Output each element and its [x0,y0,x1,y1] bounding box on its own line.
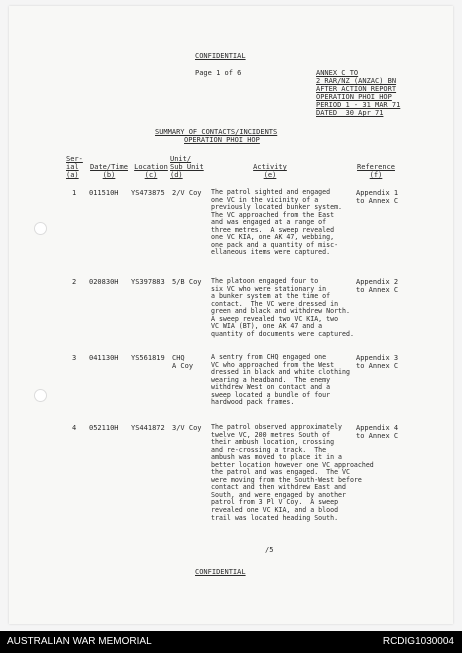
row-datetime: 011510H [89,189,119,197]
row-datetime: 020830H [89,278,119,286]
footer-record-id: RCDIG1030004 [382,636,454,647]
col-header-reference: Reference (f) [357,163,395,179]
row-unit: 2/V Coy [172,189,202,197]
row-serial: 3 [72,354,77,362]
col-header-activity: Activity (e) [253,163,287,179]
annex-line-1: ANNEX C TO [316,69,359,77]
row-location: YS473875 [131,189,165,197]
col-header-location: Location (c) [134,163,168,179]
annex-line-2: 2 RAR/NZ (ANZAC) BN [316,77,397,85]
footer-institution: AUSTRALIAN WAR MEMORIAL [7,636,152,647]
summary-subtitle: OPERATION PHOI HOP [184,136,260,144]
row-location: YS561819 [131,354,165,362]
punch-hole-lower [34,389,47,402]
row-unit: CHQ A Coy [172,354,194,370]
row-location: YS441872 [131,424,165,432]
row-serial: 4 [72,424,77,432]
row-reference: Appendix 4 to Annex C [356,424,399,440]
row-serial: 1 [72,189,77,197]
annex-line-3: AFTER ACTION REPORT [316,85,397,93]
classification-bottom: CONFIDENTIAL [195,568,246,576]
annex-line-5: PERIOD 1 - 31 MAR 71 [316,101,401,109]
row-reference: Appendix 2 to Annex C [356,278,399,294]
annex-line-4: OPERATION PHOI HOP [316,93,392,101]
row-activity: The patrol sighted and engaged one VC in the vicinity of a previously located bunker system. The VC approached from the East and was engaged at a range of three metres. A sweep revealed one VC KIA, one AK 47, webbing, one pack and a quantity of misc- ellaneous items were captured. [211,188,343,257]
row-datetime: 041130H [89,354,119,362]
row-unit: 5/B Coy [172,278,202,286]
row-datetime: 052110H [89,424,119,432]
row-activity: A sentry from CHQ engaged one VC who approached from the West dressed in black and white clothing wearing a headband. The enemy withdrew West on contact and a sweep located a bundle of four hardwood pack frames. [211,353,350,407]
summary-title: SUMMARY OF CONTACTS/INCIDENTS [155,128,278,136]
page-continuation: /5 [265,546,274,554]
col-header-datetime: Date/Time (b) [90,163,128,179]
row-location: YS397883 [131,278,165,286]
row-activity: The patrol observed approximately twelve VC, 200 metres South of their ambush location, crossing and re-crossing a track. The ambush was moved to place it in a better location however one VC approached the patrol and was engaged. The VC were moving from the South-West before contact and then withdrew East and South, and were engaged by another patrol from 3 Pl V Coy. A sweep revealed one VC KIA, and a blood trail was located heading South. [211,423,374,522]
page-label: Page 1 of 6 [195,69,242,77]
row-reference: Appendix 3 to Annex C [356,354,399,370]
archive-footer-bar [0,631,462,653]
annex-line-6: DATED 30 Apr 71 [316,109,384,117]
punch-hole-upper [34,222,47,235]
row-activity: The platoon engaged four to six VC who were stationary in a bunker system at the time of contact. The VC were dressed in green and black and withdrew North. A sweep revealed two VC KIA, two VC WIA (BT), one AK 47 and a quantity of documents were captured. [211,277,354,338]
classification-top: CONFIDENTIAL [195,52,246,60]
row-reference: Appendix 1 to Annex C [356,189,399,205]
col-header-unit: Unit/ Sub Unit (d) [170,155,204,179]
row-serial: 2 [72,278,77,286]
row-unit: 3/V Coy [172,424,202,432]
col-header-serial: Ser- ial (a) [66,155,83,179]
